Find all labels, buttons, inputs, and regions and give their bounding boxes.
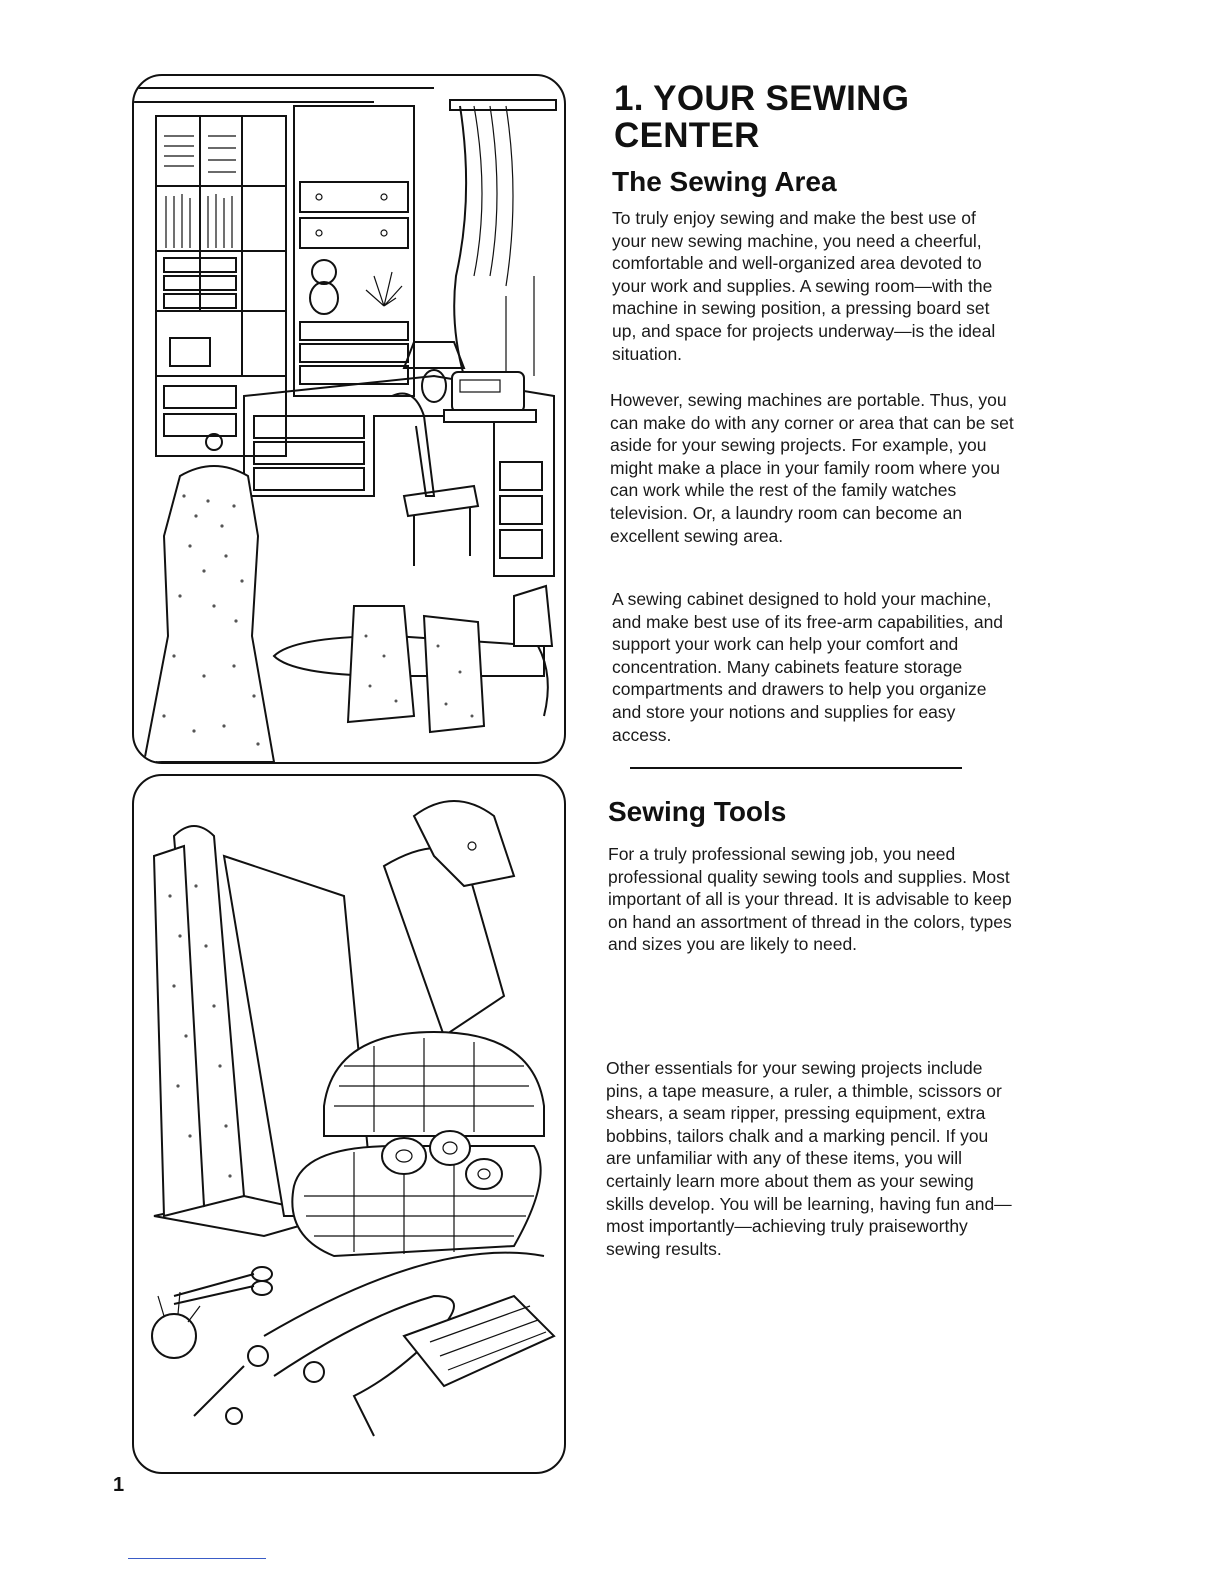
sewing-tools-illustration-icon	[132, 774, 566, 1474]
sewing-tools-drawing	[134, 776, 564, 1472]
sewing-room-drawing	[134, 76, 564, 762]
chapter-title: 1. YOUR SEWING CENTER	[614, 79, 910, 155]
sewing-room-illustration-icon	[132, 74, 566, 764]
sewing-area-paragraph-1: To truly enjoy sewing and make the best use of your new sewing machine, you need a cheerful, comfortable and well-organized area devoted to your work and supplies. A sewing room—with the machine in sewing position, a pressing board set up, and space for projects underway—is the ideal situation.	[612, 208, 996, 364]
section-divider	[630, 767, 962, 769]
sewing-tools-paragraph-1: For a truly professional sewing job, you need professional quality sewing tools and supplies. Most important of all is your thread. It is advisable to keep on hand an assortment of thread in the colors, types and sizes you are likely to need.	[608, 844, 1012, 955]
sewing-tools-paragraph-2: Other essentials for your sewing projects include pins, a tape measure, a ruler, a thimble, scissors or shears, a seam ripper, pressing equipment, extra bobbins, tailors chalk and a marking pencil. If you are unfamiliar with any of these items, you will certainly learn more about them as your sewing skills develop. You will be learning, having fun and—most importantly—achieving truly praiseworthy sewing results.	[606, 1058, 1012, 1259]
link-underline	[128, 1558, 266, 1559]
sewing-area-paragraph-2: However, sewing machines are portable. Thus, you can make do with any corner or area that can be set aside for your sewing projects. For example, you might make a place in your family room where you can work while the rest of the family watches television. Or, a laundry room can become an excellent sewing area.	[610, 390, 1014, 546]
page-number: 1	[113, 1474, 125, 1496]
sewing-area-paragraph-3: A sewing cabinet designed to hold your machine, and make best use of its free-arm capabilities, and support your work can help your comfort and concentration. Many cabinets feature storage compartments and drawers to help you organize and store your notions and supplies for easy access.	[612, 589, 1004, 745]
sewing-tools-heading: Sewing Tools	[608, 796, 787, 827]
sewing-area-heading: The Sewing Area	[612, 166, 837, 197]
